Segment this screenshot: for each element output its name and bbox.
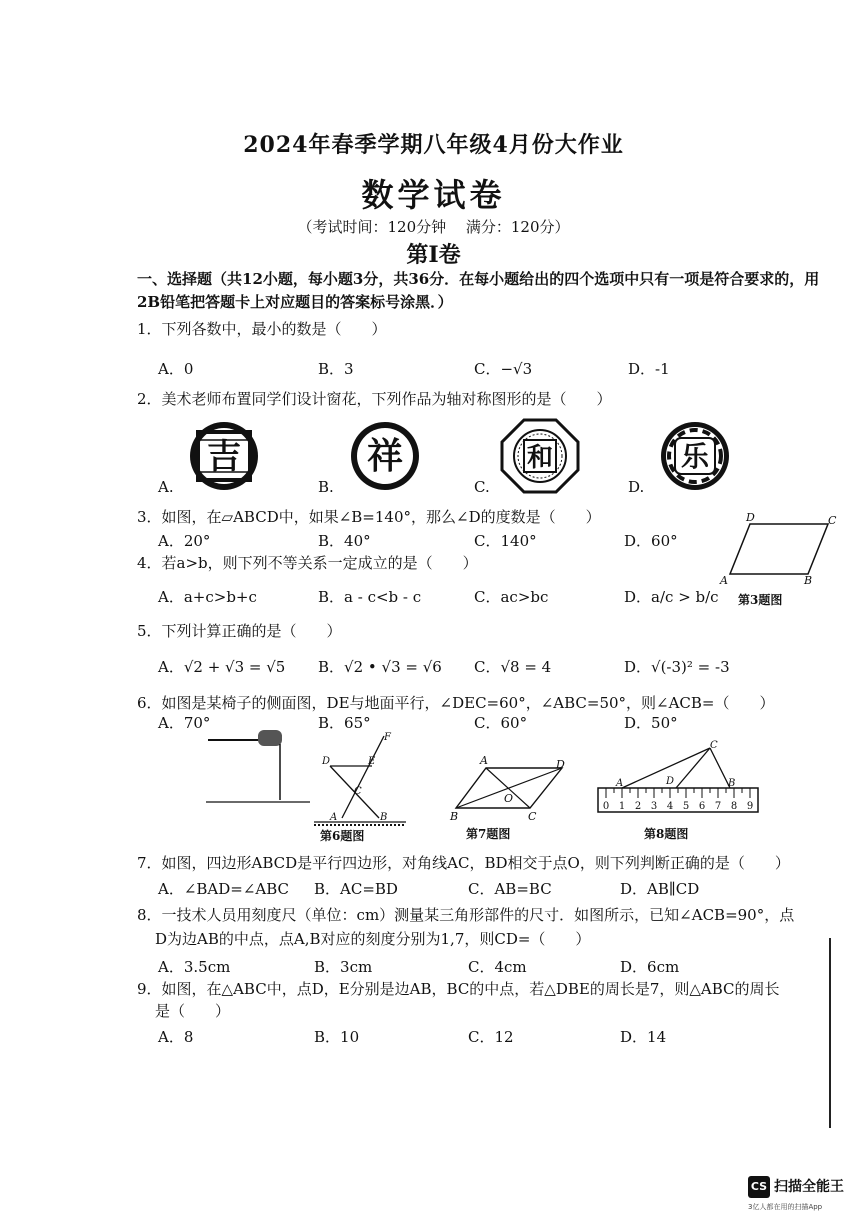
q3-option-d: D．60°: [624, 532, 678, 550]
q1-option-a: A．0: [158, 360, 194, 378]
fig8-point-c: C: [710, 740, 718, 751]
fig3-point-d: D: [746, 512, 755, 524]
fig3-point-a: A: [720, 574, 728, 587]
subject-title: 数学试卷: [361, 176, 506, 214]
question-2-stem: 2．美术老师布置同学们设计窗花，下列作品为轴对称图形的是（ ）: [137, 390, 612, 408]
fig7-point-a: A: [480, 754, 488, 767]
q2-option-d: D.: [628, 478, 645, 496]
question-5-stem: 5．下列计算正确的是（ ）: [137, 622, 342, 640]
chair-photo-icon: [258, 730, 282, 746]
q6-option-a: A．70°: [158, 714, 211, 732]
paper-cut-d: [655, 420, 735, 492]
figure-7: [446, 752, 576, 844]
fig7-point-d: D: [556, 758, 565, 771]
ruler-tick-0: 0: [602, 801, 610, 812]
ruler-tick-5: 5: [682, 801, 690, 812]
q8-option-b: B．3cm: [314, 958, 373, 976]
fig3-point-b: B: [804, 574, 813, 587]
q1-option-d: D．-1: [628, 360, 670, 378]
question-9-stem: 9．如图，在△ABC中，点D，E分别是边AB，BC的中点，若△DBE的周长是7，则△ABC的周长: [137, 980, 780, 998]
q5-option-d: D．√(-3)² = -3: [624, 658, 730, 676]
question-8-stem: 8．一技术人员用刻度尺（单位：cm）测量某三角形部件的尺寸．如图所示，已知∠ACB=90°，点: [137, 906, 795, 924]
fig8-label: 第8题图: [644, 827, 689, 841]
question-6-stem: 6．如图是某椅子的侧面图，DE与地面平行，∠DEC=60°，∠ABC=50°，则∠ACB=（ ）: [137, 694, 775, 712]
scanner-name: 扫描全能王: [774, 1179, 844, 1195]
ruler-tick-3: 3: [650, 801, 658, 812]
q5-option-b: B．√2 • √3 = √6: [318, 658, 442, 676]
fig6-point-f: F: [384, 732, 391, 743]
fig8-point-a: A: [616, 778, 624, 789]
q2-option-c: C.: [474, 478, 490, 496]
ruler-tick-9: 9: [746, 801, 754, 812]
q4-option-a: A．a+c>b+c: [158, 588, 257, 606]
q5-option-c: C．√8 = 4: [474, 658, 552, 676]
q3-option-a: A．20°: [158, 532, 211, 550]
q3-option-c: C．140°: [474, 532, 537, 550]
question-3-stem: 3．如图，在▱ABCD中，如果∠B=140°，那么∠D的度数是（ ）: [137, 508, 601, 526]
q3-option-b: B．40°: [318, 532, 371, 550]
fig6-point-e: E: [368, 756, 376, 767]
fig8-point-b: B: [728, 778, 736, 789]
q2-option-b: B.: [318, 478, 334, 496]
q5-option-a: A．√2 + √3 = √5: [158, 658, 286, 676]
q9-option-a: A．8: [158, 1028, 194, 1046]
paper-cut-c: [500, 418, 580, 494]
q6-option-c: C．60°: [474, 714, 528, 732]
figure-8: [594, 738, 766, 844]
fig6-point-d: D: [322, 756, 331, 767]
q1-option-c: C．−√3: [474, 360, 533, 378]
q9-option-b: B．10: [314, 1028, 360, 1046]
fig3-label: 第3题图: [738, 593, 783, 607]
q4-option-b: B．a - c<b - c: [318, 588, 422, 606]
fig6-label: 第6题图: [320, 829, 365, 843]
paper-cut-b: [345, 420, 425, 492]
scanner-logo: CS: [748, 1176, 770, 1198]
question-4-stem: 4．若a>b，则下列不等关系一定成立的是（ ）: [137, 554, 478, 572]
q7-option-c: C．AB=BC: [468, 880, 552, 898]
q4-option-c: C．ac>bc: [474, 588, 549, 606]
scanner-watermark: [748, 1176, 852, 1216]
exam-title: 2024年春季学期八年级4月份大作业: [243, 132, 624, 158]
q9-option-d: D．14: [620, 1028, 667, 1046]
ruler-tick-6: 6: [698, 801, 706, 812]
scanner-tagline: 3亿人都在用的扫描App: [748, 1203, 823, 1211]
fig8-point-d: D: [666, 776, 675, 787]
section-heading: 一、选择题（共12小题，每小题3分，共36分．在每小题给出的四个选项中只有一项是符合要求的，用2B铅笔把答题卡上对应题目的答案标号涂黑．）: [137, 270, 820, 311]
q2-option-a: A.: [158, 478, 174, 496]
fig6-point-b: B: [380, 812, 388, 823]
q8-option-c: C．4cm: [468, 958, 527, 976]
question-1-stem: 1．下列各数中，最小的数是（ ）: [137, 320, 387, 338]
ruler-tick-4: 4: [666, 801, 674, 812]
ruler-tick-7: 7: [714, 801, 722, 812]
fig6-point-a: A: [330, 812, 338, 823]
paper-cut-a: [184, 420, 264, 492]
ruler-tick-8: 8: [730, 801, 738, 812]
volume-title: 第Ⅰ卷: [406, 242, 461, 268]
paper-cut-a-char: 吉: [207, 437, 241, 477]
ruler-tick-2: 2: [634, 801, 642, 812]
fig7-point-c: C: [528, 810, 537, 823]
fig7-label: 第7题图: [466, 827, 511, 841]
q4-option-d: D．a/c > b/c: [624, 588, 719, 606]
q1-option-b: B．3: [318, 360, 354, 378]
q7-option-d: D．AB∥CD: [620, 880, 700, 898]
q6-option-b: B．65°: [318, 714, 371, 732]
q6-option-d: D．50°: [624, 714, 678, 732]
exam-info: （考试时间：120分钟 满分：120分）: [297, 218, 570, 236]
paper-cut-b-char: 祥: [366, 435, 404, 477]
fig3-point-c: C: [828, 514, 837, 527]
question-8-stem-2: D为边AB的中点，点A,B对应的刻度分别为1,7，则CD=（ ）: [155, 930, 591, 948]
figure-6: [204, 728, 414, 846]
fig7-point-o: O: [504, 792, 514, 805]
question-7-stem: 7．如图，四边形ABCD是平行四边形，对角线AC，BD相交于点O，则下列判断正确的是（ ）: [137, 854, 790, 872]
question-9-stem-2: 是（ ）: [155, 1002, 231, 1020]
q8-option-d: D．6cm: [620, 958, 680, 976]
ruler-tick-1: 1: [618, 801, 626, 812]
q8-option-a: A．3.5cm: [158, 958, 231, 976]
paper-cut-c-char: 和: [526, 443, 554, 473]
figure-3: [716, 512, 846, 612]
q9-option-c: C．12: [468, 1028, 514, 1046]
scan-edge-line: [829, 938, 831, 1128]
fig7-point-b: B: [450, 810, 459, 823]
q7-option-b: B．AC=BD: [314, 880, 398, 898]
q7-option-a: A．∠BAD=∠ABC: [158, 880, 290, 898]
paper-cut-d-char: 乐: [680, 440, 710, 473]
fig6-point-c: C: [354, 786, 362, 797]
